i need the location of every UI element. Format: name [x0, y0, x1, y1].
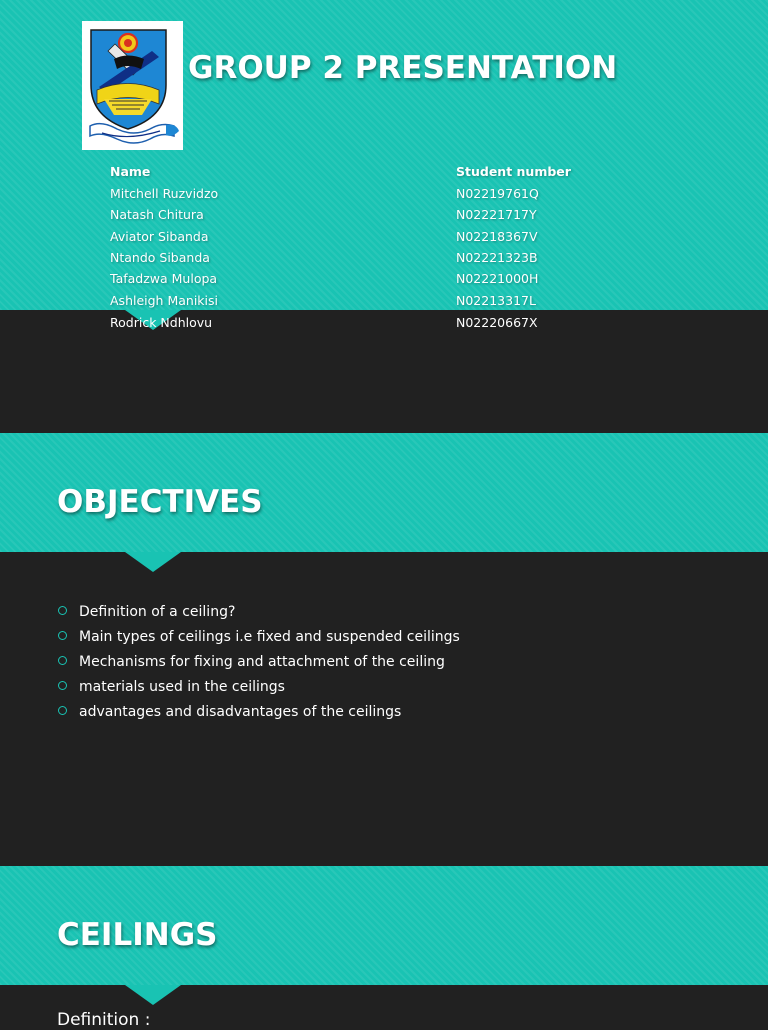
bullet-circle-icon: [58, 656, 67, 665]
objective-item: [57, 625, 460, 650]
student-number: N02221000H: [456, 271, 539, 286]
student-number: N02219761Q: [456, 186, 539, 201]
objective-text: advantages and disadvantages of the ceilings: [79, 704, 402, 720]
definition-heading: Definition :: [57, 1010, 151, 1030]
student-name: Tafadzwa Mulopa: [110, 271, 218, 286]
bullet-circle-icon: [58, 706, 67, 715]
student-number: N02221717Y: [456, 207, 537, 222]
student-name: Aviator Sibanda: [110, 229, 209, 244]
slide3-title: CEILINGS: [57, 917, 218, 953]
student-name: Rodrick Ndhlovu: [110, 315, 213, 330]
objective-text: Mechanisms for fixing and attachment of the ceiling: [79, 654, 445, 670]
crest-icon: [82, 21, 183, 150]
student-row: [0, 250, 768, 271]
slide2-title: OBJECTIVES: [57, 484, 263, 520]
bullet-circle-icon: [58, 606, 67, 615]
objectives-list: [57, 600, 460, 725]
objective-item: [57, 675, 460, 700]
student-number-column-header: Student number: [456, 164, 571, 179]
objective-text: Definition of a ceiling?: [79, 604, 236, 620]
bullet-circle-icon: [58, 631, 67, 640]
student-name: Ashleigh Manikisi: [110, 293, 218, 308]
student-row: [0, 186, 768, 207]
student-row: [0, 271, 768, 292]
student-number: N02218367V: [456, 229, 538, 244]
student-table-header: [0, 164, 768, 185]
objective-item: [57, 600, 460, 625]
objective-item: [57, 700, 460, 725]
objective-item: [57, 650, 460, 675]
bullet-circle-icon: [58, 681, 67, 690]
student-row: [0, 315, 768, 336]
student-number: N02220667X: [456, 315, 538, 330]
student-row: [0, 229, 768, 250]
student-name: Mitchell Ruzvidzo: [110, 186, 219, 201]
objective-text: materials used in the ceilings: [79, 679, 285, 695]
student-name: Natash Chitura: [110, 207, 204, 222]
student-number: N02221323B: [456, 250, 538, 265]
student-row: [0, 293, 768, 314]
university-logo: [82, 21, 183, 150]
objective-text: Main types of ceilings i.e fixed and suspended ceilings: [79, 629, 460, 645]
name-column-header: Name: [110, 164, 151, 179]
student-number: N02213317L: [456, 293, 536, 308]
student-name: Ntando Sibanda: [110, 250, 210, 265]
student-row: [0, 207, 768, 228]
slide1-title: GROUP 2 PRESENTATION: [188, 50, 618, 86]
